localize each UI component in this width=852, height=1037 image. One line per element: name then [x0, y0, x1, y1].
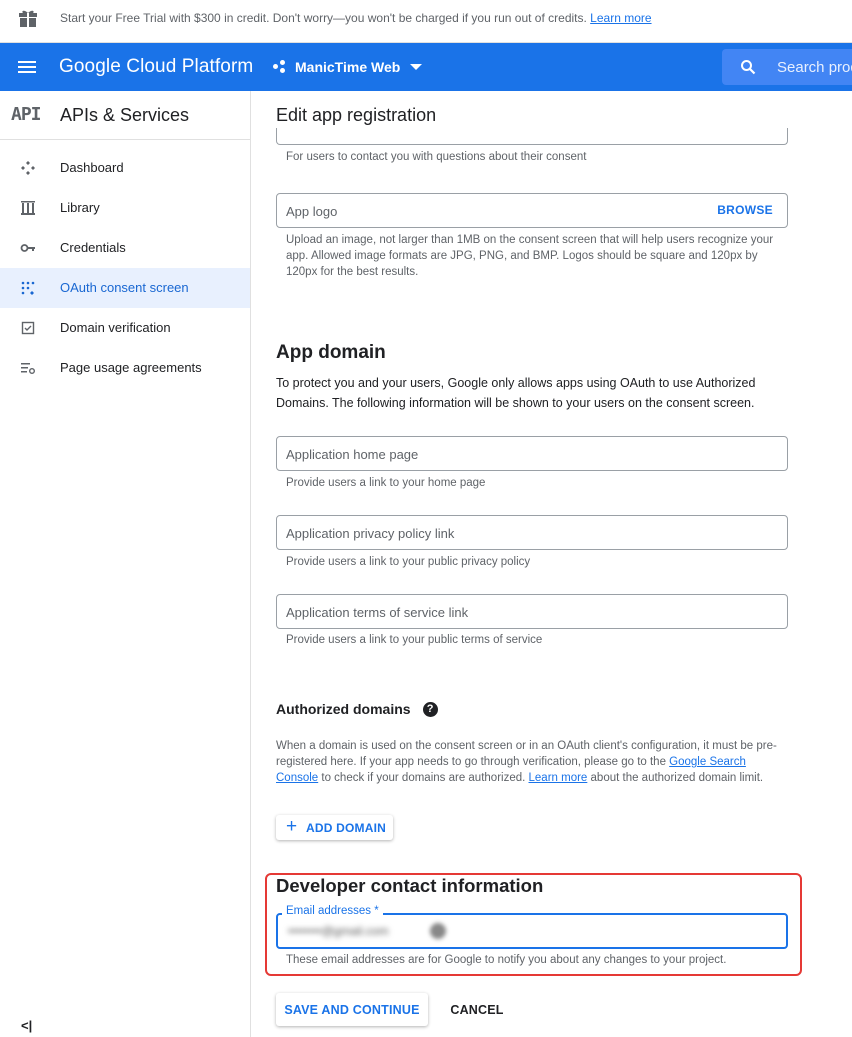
app-logo-field[interactable]: [276, 193, 788, 228]
help-circle-icon[interactable]: ?: [423, 702, 438, 717]
main-content: [252, 91, 852, 1037]
save-and-continue-label: SAVE AND CONTINUE: [284, 1003, 420, 1017]
support-email-field[interactable]: [276, 128, 788, 145]
key-icon: [20, 240, 36, 256]
sidebar-item-label: Credentials: [60, 240, 126, 255]
search-bar[interactable]: [722, 49, 852, 85]
project-name: ManicTime Web: [295, 59, 401, 75]
cancel-button[interactable]: [444, 993, 510, 1026]
authorized-domains-text-2: to check if your domains are authorized.: [318, 772, 529, 784]
app-logo-input[interactable]: [286, 202, 706, 220]
app-logo-hint: Upload an image, not larger than 1MB on the consent screen that will help users recognize your app. Allowed image formats are JPG, PNG, and BMP. Logos should be square and 120px by 120px for the best results.: [286, 234, 774, 278]
sidebar-header: [0, 91, 250, 140]
app-domain-description: To protect you and your users, Google only allows apps using OAuth to use Authorized Domains. The following information will be shown to your users on the consent screen.: [276, 376, 756, 410]
terms-of-service-hint: Provide users a link to your public terms of service: [286, 634, 543, 646]
page-title: Edit app registration: [276, 105, 437, 125]
settings-list-icon: [20, 360, 36, 376]
dashboard-icon: [20, 160, 36, 176]
developer-contact-hint: These email addresses are for Google to notify you about any changes to your project.: [286, 954, 727, 966]
search-input[interactable]: [777, 57, 852, 77]
sidebar-item-domain-verification[interactable]: [0, 308, 250, 348]
authorized-domains-description: [276, 738, 788, 786]
brand-title[interactable]: Google Cloud Platform: [59, 56, 254, 77]
terms-of-service-field[interactable]: [276, 594, 788, 629]
promo-message: Start your Free Trial with $300 in credit. Don't worry—you won't be charged if you run out of credits.: [60, 11, 587, 25]
privacy-policy-input[interactable]: [286, 524, 706, 542]
sidebar-item-page-usage-agreements[interactable]: [0, 348, 250, 388]
home-page-input[interactable]: [286, 445, 706, 463]
sidebar-item-label: Library: [60, 200, 100, 215]
search-icon: [740, 59, 756, 75]
authorized-domains-text-1: When a domain is used on the consent screen or in an OAuth client's configuration, it must be pre-registered here. If your app needs to go through verification, please go to the: [276, 740, 777, 768]
sidebar-item-library[interactable]: [0, 188, 250, 228]
email-chip-remove-icon[interactable]: [430, 923, 446, 939]
checkbox-icon: [20, 320, 36, 336]
cancel-label: CANCEL: [450, 1003, 504, 1017]
free-trial-banner: [0, 0, 852, 43]
gift-icon: [18, 8, 38, 28]
developer-email-field[interactable]: [276, 913, 788, 949]
sidebar: [0, 91, 251, 1037]
sidebar-item-label: Page usage agreements: [60, 360, 202, 375]
sidebar-item-label: Domain verification: [60, 320, 171, 335]
save-and-continue-button[interactable]: [276, 993, 428, 1026]
api-logo: API: [11, 104, 41, 125]
sidebar-item-credentials[interactable]: [0, 228, 250, 268]
chevron-down-icon: [410, 64, 422, 70]
privacy-policy-hint: Provide users a link to your public privacy policy: [286, 556, 531, 568]
collapse-sidebar-icon[interactable]: <|: [21, 1018, 33, 1033]
sidebar-item-oauth-consent-screen[interactable]: [0, 268, 250, 308]
home-page-hint: Provide users a link to your home page: [286, 477, 486, 489]
sidebar-item-label: OAuth consent screen: [60, 280, 189, 295]
plus-icon: +: [286, 816, 298, 837]
add-domain-label: ADD DOMAIN: [306, 821, 386, 835]
add-domain-button[interactable]: [276, 815, 393, 840]
email-value: ••••••••@gmail.com: [288, 924, 389, 938]
developer-contact-heading: Developer contact information: [276, 875, 544, 896]
browse-button[interactable]: BROWSE: [717, 203, 773, 217]
authorized-domains-learn-more-link[interactable]: Learn more: [528, 772, 588, 784]
home-page-field[interactable]: [276, 436, 788, 471]
authorized-domains-title: Authorized domains: [276, 701, 411, 717]
authorized-domains-text-3: about the authorized domain limit.: [587, 772, 764, 784]
hamburger-menu-icon[interactable]: [18, 58, 38, 76]
library-icon: [20, 200, 36, 216]
sidebar-item-dashboard[interactable]: [0, 148, 250, 188]
project-icon: [272, 59, 288, 75]
authorized-domains-heading: [276, 701, 438, 717]
project-selector[interactable]: [272, 56, 422, 78]
support-email-hint: For users to contact you with questions about their consent: [286, 151, 587, 163]
promo-learn-more-link[interactable]: Learn more: [590, 11, 652, 25]
promo-text: [60, 11, 652, 25]
consent-grid-icon: [20, 280, 36, 296]
terms-of-service-input[interactable]: [286, 603, 706, 621]
privacy-policy-field[interactable]: [276, 515, 788, 550]
email-field-label: Email addresses *: [282, 905, 383, 917]
sidebar-item-label: Dashboard: [60, 160, 124, 175]
google-search-console-link[interactable]: Google Search Console: [276, 756, 746, 784]
sidebar-title: APIs & Services: [60, 105, 190, 125]
app-domain-heading: App domain: [276, 342, 386, 363]
